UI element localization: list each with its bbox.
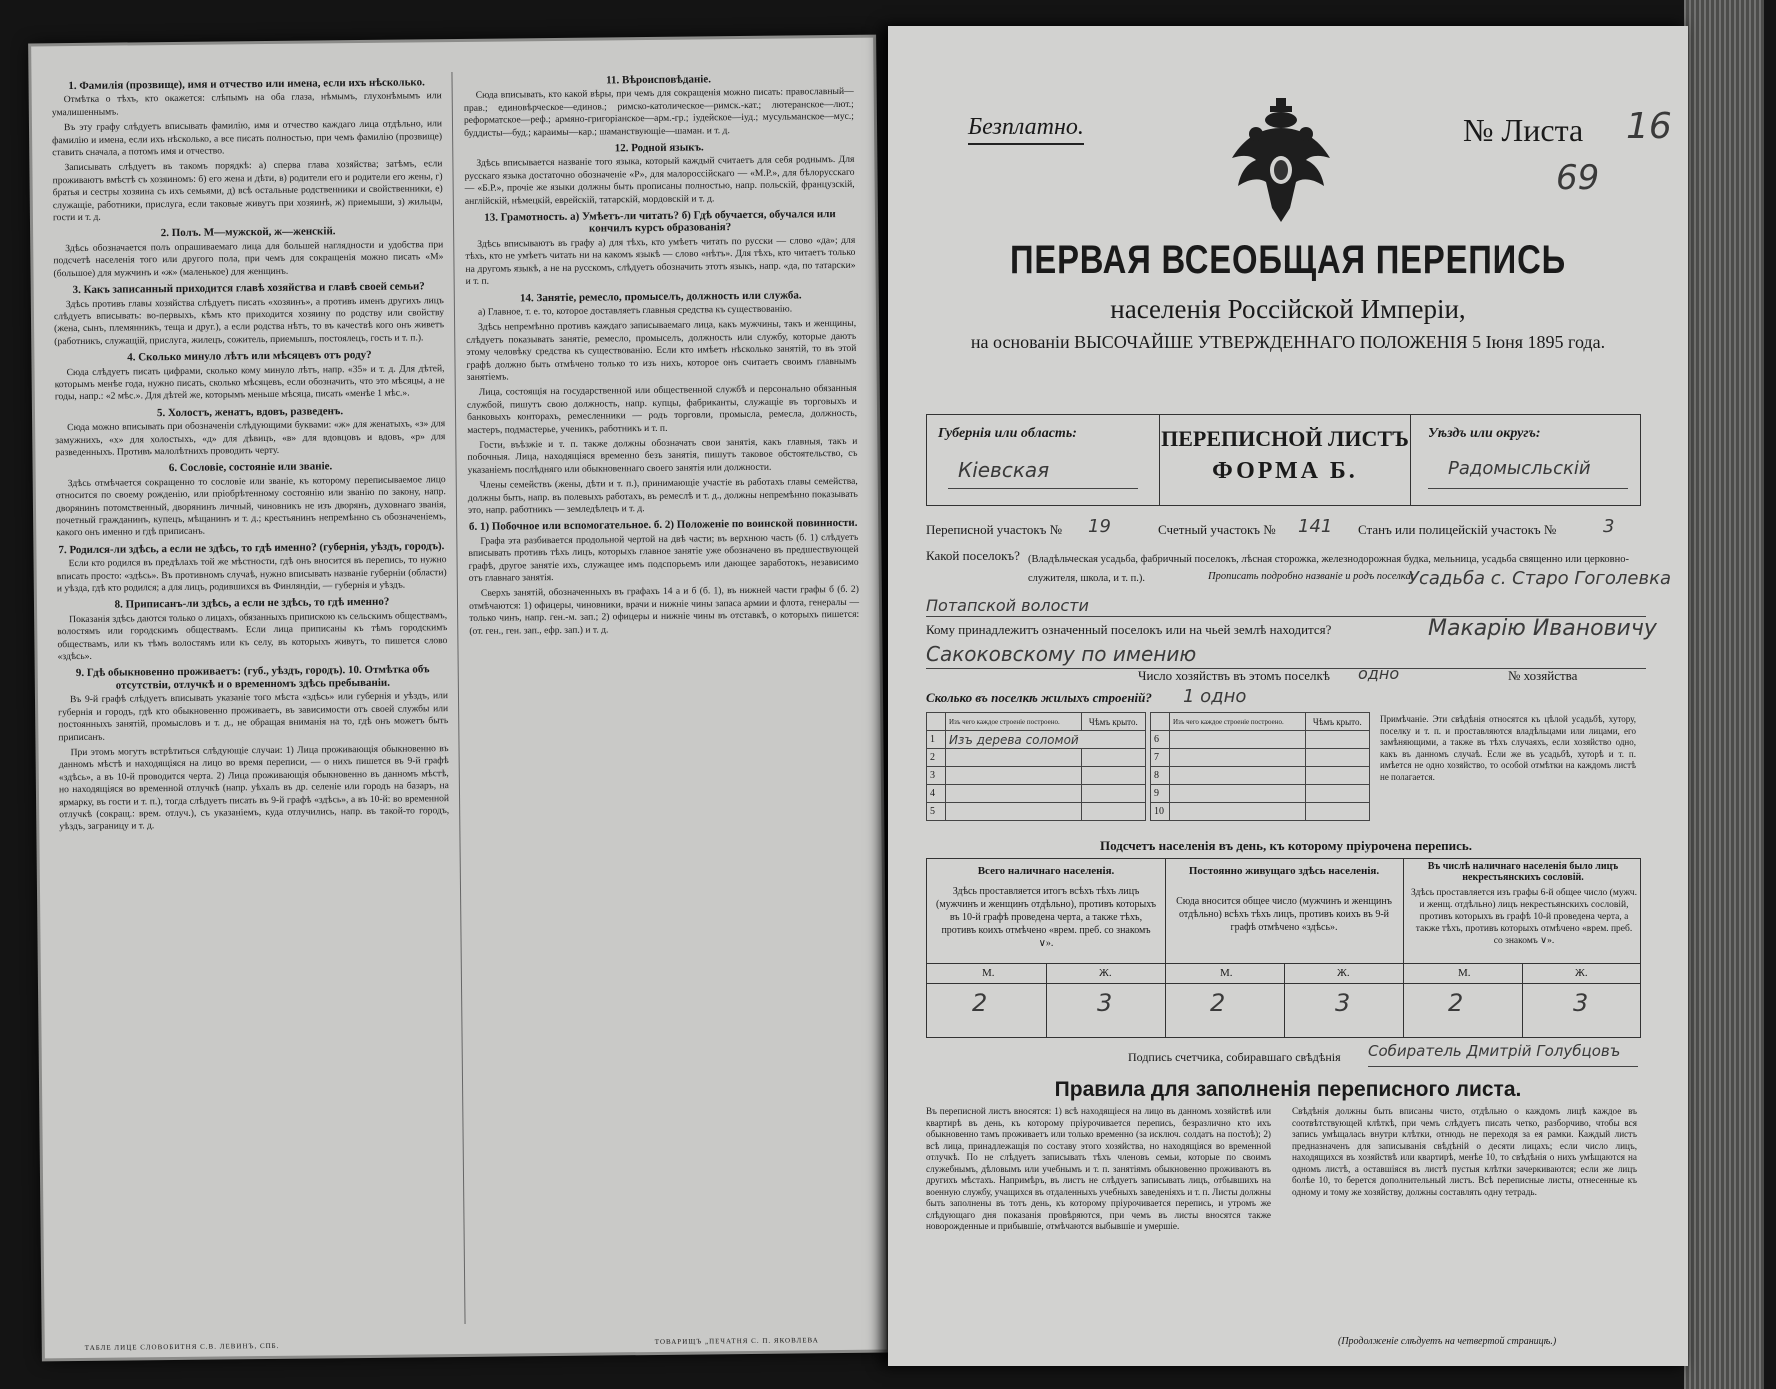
counter-signature-label: Подпись счетчика, собиравшаго свѣдѣнія: [1128, 1050, 1341, 1064]
instruction-paragraph: Здѣсь вписывается названіе того языка, который каждый считаетъ для себя роднымъ. Для русскаго языка достаточно обозначеніе «Р», для малороссійскаго — «М.Р.», для бѣлорусскаго — «Б.Р.», прочіе же языки должны быть прописаны полностью, напр. польскій, французскій, англійскій, нѣмецкій, еврейскій, татарскій, мордовскій и т. д.: [464, 154, 855, 207]
instruction-heading: 7. Родился-ли здѣсь, а если не здѣсь, то гдѣ именно? (губернія, уѣздъ, городъ).: [58, 539, 445, 556]
decree-line: на основаніи ВЫСОЧАЙШЕ УТВЕРЖДЕННАГО ПОЛОЖЕНІЯ 5 Іюня 1895 года.: [970, 332, 1606, 352]
row-number: 8: [1151, 767, 1170, 785]
instruction-heading: 5. Холостъ, женатъ, вдовъ, разведенъ.: [156, 404, 344, 419]
stan-label: Станъ или полицейскій участокъ №: [1358, 522, 1557, 537]
settlement-label: Какой поселокъ?: [926, 548, 1020, 563]
stan-value: 3: [1603, 516, 1615, 537]
roofed-header: Чѣмъ крыто.: [1081, 713, 1145, 731]
row-number: 3: [927, 767, 946, 785]
population-header: Подсчетъ населенія въ день, къ которому пріурочена перепись.: [1100, 838, 1472, 853]
uezd-label: Уѣздъ или округъ:: [1428, 426, 1541, 441]
perepisnoy-value: 19: [1088, 516, 1111, 537]
instruction-paragraph: Здѣсь вписываютъ въ графу а) для тѣхъ, кто умѣетъ читать по русски — слово «да»; для тѣхъ, кто не умѣетъ читать ни на какомъ языкѣ — слово «нѣтъ». Для тѣхъ, кто читаетъ только на другомъ языкѣ, а не на русскомъ, слѣдуетъ обозначить этотъ языкъ, напр. «да, по татарски» и т. п.: [465, 234, 856, 288]
permanent-male-value: 2: [1210, 989, 1226, 1017]
instruction-heading: 3. Какъ записанный приходится главѣ хозяйства и главѣ своей семьи?: [72, 280, 425, 297]
uezd-value: Радомысльскій: [1448, 458, 1591, 479]
total-female-value: 3: [1097, 989, 1113, 1017]
instruction-paragraph: Графа эта разбивается продольной чертой на двѣ части; въ верхнюю часть (б. 1) слѣдуетъ вписывать противъ тѣхъ лицъ, которыхъ главное занятіе уже обозначено въ предшествующей графѣ, другое занятіе ихъ, служащее имъ подспорьемъ или дающее заработокъ, независимо отъ главнаго занятія.: [468, 531, 859, 584]
gubernia-underline: [948, 488, 1138, 489]
population-table: [926, 858, 1641, 1038]
instruction-paragraph: Здѣсь непремѣнно противъ каждаго записываемаго лица, какъ мужчины, такъ и женщины, слѣдуетъ показывать занятіе, ремесло, промыселъ, должность или службу, которые даютъ этому человѣку средства къ существованію. Если кто имѣетъ нѣсколько занятій, то въ этой графѣ должно быть отмѣчено только то изъ нихъ, которое онъ считаетъ своимъ главнымъ занятіемъ.: [466, 318, 857, 383]
built-of-header: Изъ чего каждое строеніе построено.: [1170, 713, 1306, 731]
form-title: ПЕРЕПИСНОЙ ЛИСТЪ: [1161, 426, 1409, 451]
total-population-text: Здѣсь проставляется итогъ всѣхъ тѣхъ лицъ (мужчинъ и женщинъ отдѣльно), противъ которыхъ въ 10-й графѣ проведена черта, а также тѣхъ, противъ коихъ отмѣчено «врем. преб. со знакомъ ∨».: [936, 886, 1156, 949]
instruction-heading: 12. Родной языкъ.: [614, 141, 704, 155]
main-title: ПЕРВАЯ ВСЕОБЩАЯ ПЕРЕПИСЬ: [1010, 238, 1566, 282]
printer-imprint-left: ТАБЛЕ ЛИЦЕ СЛОВОБИТНЯ С.В. ЛЕВИНЪ, СПБ.: [84, 1341, 280, 1352]
instruction-paragraph: Въ эту графу слѣдуетъ вписывать фамилію, имя и отчество каждаго лица отдѣльно, или фамилію и имена, если ихъ нѣсколько, а все писать полностью, при чемъ фамилію (прозвище) ставить сначала, а потомъ имя и отчество.: [52, 118, 443, 159]
female-label: Ж.: [1099, 967, 1112, 979]
signature-underline: [1368, 1066, 1638, 1067]
instruction-heading: 9. Гдѣ обыкновенно проживаетъ: (губ., уѣздъ, городъ). 10. Отмѣтка объ отсутствіи, отлучкѣ и о временномъ здѣсь пребываніи.: [75, 663, 430, 692]
instructions-column-left: [51, 72, 454, 1336]
row-number: 2: [927, 749, 946, 767]
male-label: М.: [1458, 967, 1471, 979]
row-number: 10: [1151, 803, 1170, 821]
row-number: 7: [1151, 749, 1170, 767]
instruction-heading: б. 1) Побочное или вспомогательное. б. 2) Положеніе по воинской повинности.: [468, 517, 858, 534]
printer-imprint-right: ТОВАРИЩЪ „ПЕЧАТНЯ С. П. ЯКОВЛЕВА: [654, 1336, 819, 1346]
non-peasant-female-value: 3: [1573, 989, 1589, 1017]
instruction-paragraph: Здѣсь отмѣчается сокращенно то сословіе или званіе, къ которому переписываемое лицо относится по своему рожденію, или пріобрѣтенному состоянію или званію по закону, напр. дворянинъ потомственный, дворянинъ личный, чиновникъ не изъ дворянъ, духовнаго званія, почетный гражданинъ, купецъ, мѣщанинъ и т. д.; крестьянинъ непремѣнно съ обозначеніемъ, какого онъ именно и гдѣ приписанъ.: [55, 473, 447, 539]
instruction-paragraph: Лица, состоящія на государственной или общественной службѣ и персонально обязанныя службой, пишутъ свою должность, напр. купцы, фабриканты, служащіе въ торговыхъ и банковыхъ конторахъ, ремесленники — родъ торговли, промысла, ремесла, должность, мастеръ, подмастерье, ученикъ, работникъ и т. п.: [466, 383, 858, 436]
instruction-paragraph: При этомъ могутъ встрѣтиться слѣдующіе случаи: 1) Лица проживающія обыкновенно въ данномъ мѣстѣ и находящіяся на лицо во время переписи, — о нихъ пишется въ 9-й графѣ «здѣсь», а въ 10-й проводится черта. 2) Лица проживающія обыкновенно въ данномъ мѣстѣ, но находящіяся во временной отлучкѣ (напр. уѣхалъ въ др. селеніе или городъ на базаръ, на ярмарку, въ гости и т. п.), тогда слѣдуетъ писать въ 9-й графѣ «здѣсь», а въ 10-й: во временной отлучкѣ (сокращ.: врем. отлуч.), съ указаніемъ, куда отлучились, напр. въ такой-то городъ, уѣздъ, заграницу и т. д.: [58, 743, 450, 833]
owner-value: Макарію Ивановичу: [1428, 616, 1657, 641]
non-peasant-text: Здѣсь проставляется изъ графы 6-й общее число (мужч. и женщ. отдѣльно) лицъ некрестьянскихъ сословій, противъ которыхъ въ графѣ 10-й проведена черта, а также тѣхъ, противъ которыхъ отмѣчено «врем. преб. со знакомъ ∨».: [1411, 888, 1637, 946]
stacked-pages-edge: [1684, 0, 1764, 1389]
instruction-heading: 14. Занятіе, ремесло, промыселъ, должность или служба.: [519, 288, 802, 304]
instruction-paragraph: Отмѣтка о тѣхъ, кто окажется: слѣпымъ на оба глаза, нѣмымъ, глухонѣмымъ или умалишеннымъ.: [51, 90, 442, 119]
owner-value-2: Сакоковскому по имению: [926, 642, 1197, 666]
row-number: 5: [927, 803, 946, 821]
instruction-heading: 11. Вѣроисповѣданіе.: [606, 73, 712, 87]
instructions-column-right: [463, 68, 866, 1332]
archive-number-handwritten: 69: [1556, 158, 1600, 198]
instructions-page: [31, 38, 887, 1359]
subtitle: населенія Россійской Имперіи,: [1110, 294, 1466, 324]
row-number: 1: [927, 731, 946, 749]
census-form-page: [888, 26, 1688, 1366]
row-number: 6: [1151, 731, 1170, 749]
rules-title: Правила для заполненія переписного листа.: [1054, 1078, 1522, 1101]
perepisnoy-label: Переписной участокъ №: [926, 522, 1063, 537]
buildings-value: 1 одно: [1183, 686, 1247, 707]
instruction-paragraph: Записывать слѣдуетъ въ такомъ порядкѣ: а) сперва глава хозяйства; затѣмъ, если проживаютъ вмѣстѣ съ хозяиномъ: б) его жена и дѣти, в) родители его и родители его жены, г) братья и сестры хозяина съ ихъ семьями, д) всѣ остальные родственники и свойственники, е) служащіе, работники, прислуга, если таковые живутъ при хозяинѣ, ж) приемыши, з) жильцы, гости и т. д.: [52, 158, 443, 224]
instruction-paragraph: а) Главное, т. е. то, которое доставляетъ главныя средства къ существованію.: [477, 303, 793, 318]
sheet-number-label: № Листа: [1463, 112, 1584, 148]
buildings-table-right: [1150, 712, 1370, 821]
instruction-paragraph: Если кто родился въ предѣлахъ той же мѣстности, гдѣ онъ вносится въ перепись, то нужно вписать просто: «здѣсь». Въ противномъ случаѣ, нужно вписывать названіе губерніи (области) и уѣзда, гдѣ кто родился; а для лицъ, родившихся въ Финляндіи, — губернія и уѣздъ.: [56, 554, 447, 595]
male-label: М.: [1220, 967, 1233, 979]
row-number: 4: [927, 785, 946, 803]
permanent-population-text: Сюда вносится общее число (мужчинъ и женщинъ отдѣльно) всѣхъ тѣхъ лицъ, противъ коихъ въ 9-й графѣ отмѣчено «здѣсь».: [1176, 896, 1392, 933]
building-material-value: Изъ дерева соломой: [946, 731, 1146, 749]
buildings-label: Сколько въ поселкѣ жилыхъ строеній?: [926, 690, 1152, 705]
instruction-heading: 8. Приписанъ-ли здѣсь, а если не здѣсь, то гдѣ именно?: [114, 596, 390, 612]
roofed-header: Чѣмъ крыто.: [1305, 713, 1369, 731]
gubernia-value: Кіевская: [958, 458, 1050, 482]
sheet-number-handwritten: 16: [1626, 106, 1672, 147]
male-label: М.: [982, 967, 995, 979]
household-no-label: № хозяйства: [1508, 668, 1578, 683]
instruction-heading: 1. Фамилія (прозвище), имя и отчество или имена, если ихъ нѣсколько.: [68, 76, 425, 93]
form-letter: ФОРМА Б.: [1212, 458, 1358, 484]
female-label: Ж.: [1337, 967, 1350, 979]
counter-signature-value: Собиратель Дмитрій Голубцовъ: [1368, 1042, 1621, 1060]
instruction-paragraph: Сверхъ занятій, обозначенныхъ въ графахъ 14 а и б (б. 1), въ нижней части графы б (б. 2) отмѣчаются: 1) офицеры, чиновники, врачи и нижніе чины запаса армии и флота, генералы — только чинъ, напр. ген.-м. зап.; 2) офицеры и нижніе чины въ отставкѣ, о которыхъ пишется: (от. ген., ген. зап., ефр. зап.) и т. д.: [468, 584, 860, 637]
settlement-value: Усадьба с. Старо Гоголевка: [1408, 568, 1671, 589]
instruction-paragraph: Показанія здѣсь даются только о лицахъ, обязанныхъ припискою къ сельскимъ обществамъ, волостямъ или городскимъ обществамъ. Если лица приписаны къ тѣмъ городскимъ обществамъ, или къ тѣмъ волостямъ или къ селу, въ которыхъ живутъ, то пишется слово «здѣсь».: [57, 609, 448, 663]
uezd-underline: [1428, 488, 1628, 489]
households-value: одно: [1358, 664, 1400, 683]
rules-column-right: Свѣдѣнія должны быть вписаны чисто, отдѣльно о каждомъ лицѣ каждое въ соотвѣтствующей клѣткѣ, при чемъ слѣдуетъ писать четко, разборчиво, чтобы вся запись умѣщалась внутри клѣтки, отнюдь не переходя за ея рамки. Каждый листъ предназначенъ для записыванія свѣдѣній о десяти лицахъ; если число лицъ, находящихся въ хозяйствѣ или квартирѣ, менѣе 10, то свѣдѣнія о нихъ умѣщаются на одномъ листѣ, а оставшіяся въ листѣ пустыя клѣтки зачеркиваются; если же лицъ болѣе 10, то берется дополнительный листъ. Всѣ переписные листы, отнесенные къ одному и тому же хозяйству, должны составлять одну тетрадь.: [1292, 1106, 1637, 1197]
total-population-header: Всего наличнаго населенія.: [977, 865, 1115, 877]
households-label: Число хозяйствъ въ этомъ поселкѣ: [1138, 668, 1330, 683]
total-male-value: 2: [972, 989, 988, 1017]
buildings-note: Примѣчаніе. Эти свѣдѣнія относятся къ цѣлой усадьбѣ, хутору, поселку и т. п. и проставляются владѣльцами или лицами, его замѣняющими, а также въ тѣхъ случаяхъ, если хозяйство одно, какъ въ данномъ случаѣ. Если же въ усадьбѣ, хуторѣ и т. п. имѣется не одно хозяйство, то особой отмѣтки на каждомъ листѣ не полагается.: [1380, 714, 1636, 782]
instruction-paragraph: Сюда можно вписывать при обозначеніи слѣдующими буквами: «ж» для женатыхъ, «з» для замужнихъ, «х» для холостыхъ, «д» для дѣвицъ, «в» для вдовцовъ и вдовъ, «р» для разведенныхъ. Противъ малолѣтнихъ проводить черту.: [55, 418, 446, 459]
instruction-paragraph: Сюда слѣдуетъ писать цифрами, сколько кому минуло лѣтъ, напр. «35» и т. д. Для дѣтей, которымъ менѣе года, нужно писать, сколько мѣсяцевъ, если обозначить, что это мѣсяцы, а не годы, напр.: «2 мѣс.». Для дѣтей же, которымъ меньше мѣсяца, писать «менѣе 1 мѣс.».: [54, 362, 445, 403]
buildings-table-left: [926, 712, 1146, 821]
column-divider: [451, 72, 465, 1324]
built-of-header: Изъ чего каждое строеніе построено.: [946, 713, 1082, 731]
instruction-paragraph: Сюда вписывать, кто какой вѣры, при чемъ для сокращенія можно писать: православный—прав.; единовѣрческое—единов.; римско-католическое—римск.-кат.; лютеранское—лют.; реформатское—реф.; армяно-григоріанское—арм.-гр.; іудейское—іуд.; мусульманское—мус.; буддисты—буд.; караимы—кар.; шаманствующіе—шаман. и т. д.: [463, 86, 854, 139]
instruction-paragraph: Гости, въѣзжіе и т. п. также должны обозначать свои занятія, какъ главныя, такъ и побочныя. Лица, находящіяся временно безъ занятія, пишутъ таковое обстоятельство, съ указаніемъ послѣдняго или обыкновеннаго своего занятія или должности.: [467, 435, 858, 476]
free-label: Безплатно.: [968, 114, 1084, 145]
non-peasant-male-value: 2: [1448, 989, 1464, 1017]
double-headed-eagle-emblem: [1226, 98, 1336, 228]
instruction-heading: 13. Грамотность. а) Умѣетъ-ли читать? б) Гдѣ обучается, обучался или кончилъ курсъ образованія?: [484, 208, 836, 236]
settlement-hint: (Владѣльческая усадьба, фабричный поселокъ, лѣсная сторожка, железнодорожная будка, мельница, усадьба священно или церковно-служителя, школа, и т. п.).: [1028, 554, 1630, 584]
owner-label: Кому принадлежитъ означенный поселокъ или на чьей землѣ находится?: [926, 622, 1332, 637]
instruction-paragraph: Здѣсь обозначается полъ опрашиваемаго лица для большей наглядности и удобства при подсчетѣ населенія того или другого пола, при чемъ для сокращенія можно писать «М» (большое) для мужчинъ и «ж» (маленькое) для женщинъ.: [53, 239, 444, 279]
instruction-paragraph: Здѣсь противъ главы хозяйства слѣдуетъ писать «хозяинъ», а противъ именъ другихъ лицъ слѣдуетъ вписывать: во-первыхъ, кѣмъ кто приходится хозяину по родству или свойству (жена, сынъ, племянникъ, теща и друг.), а если родства нѣтъ, то въ качествѣ кого онъ живетъ (работникъ, служащій, прислуга, жилецъ, сожитель, приемышъ, постоялецъ, гость и т. п.).: [53, 294, 445, 347]
schetny-label: Счетный участокъ №: [1158, 522, 1276, 537]
instruction-heading: 6. Сословіе, состояніе или званіе.: [168, 460, 333, 475]
settlement-value-2: Потапской волости: [926, 596, 1089, 615]
instruction-paragraph: Въ 9-й графѣ слѣдуетъ вписывать указаніе того мѣста «здѣсь» или губернія и уѣздъ, или губернія и городъ, гдѣ кто обыкновенно проживаетъ, въ зависимости отъ своей службы или постоянныхъ занятій, промысловъ и т. д., не обращая вниманія на то, гдѣ онъ можетъ быть приписанъ.: [58, 690, 449, 743]
gubernia-label: Губернія или область:: [938, 426, 1077, 441]
schetny-value: 141: [1298, 516, 1333, 537]
instruction-heading: 2. Полъ. М—мужской, ж—женскій.: [160, 225, 336, 240]
female-label: Ж.: [1575, 967, 1588, 979]
rules-column-left: Въ переписной листъ вносятся: 1) всѣ находящіеся на лицо въ данномъ хозяйствѣ или квартирѣ въ день, къ которому пріурочивается перепись, безразлично кто ихъ обыкновенно тамъ проживаетъ или только временно (за исключ. солдатъ на постоѣ); 2) всѣ лица, принадлежащія по составу этого хозяйства, но находящіяся во временной отлучкѣ. По не слѣдуетъ записывать тѣхъ членовъ семьи, которые по своимъ служебнымъ, дѣловымъ или учебнымъ и т. п. занятіямъ обыкновенно проживаютъ въ другихъ мѣстахъ. Напримѣръ, въ листъ не слѣдуетъ записывать лицъ, отбывшихъ на военную службу, учащихся въ отдаленныхъ учебныхъ заведеніяхъ и т. п. Листы должны быть заполнены въ тотъ день, къ которому пріурочивается перепись, и утромъ же слѣдующаго дня показанія провѣряются, при чемъ въ листы вносятся также новорожденные и прибывшіе, отмѣчаются выбывшіе и умершіе.: [926, 1106, 1271, 1231]
permanent-population-header: Постоянно живущаго здѣсь населенія.: [1188, 865, 1380, 877]
rules-continued-note: (Продолженіе слѣдуетъ на четвертой страницѣ.): [1338, 1336, 1557, 1347]
settlement-instruction: Прописать подробно названіе и родъ поселка:: [1208, 571, 1415, 582]
instruction-heading: 4. Сколько минуло лѣтъ или мѣсяцевъ отъ роду?: [127, 349, 372, 364]
row-number: 9: [1151, 785, 1170, 803]
permanent-female-value: 3: [1335, 989, 1351, 1017]
instruction-paragraph: Члены семействъ (жены, дѣти и т. п.), принимающіе участіе въ работахъ главы семейства, должны быть, напр. въ полевыхъ работахъ, въ ремеслѣ и т. д., должны непремѣнно показывать это, напр. работникъ — земледѣлецъ и т. д.: [467, 476, 858, 516]
non-peasant-header: Въ числѣ наличнаго населенія было лицъ некрестьянскихъ сословій.: [1427, 861, 1619, 883]
